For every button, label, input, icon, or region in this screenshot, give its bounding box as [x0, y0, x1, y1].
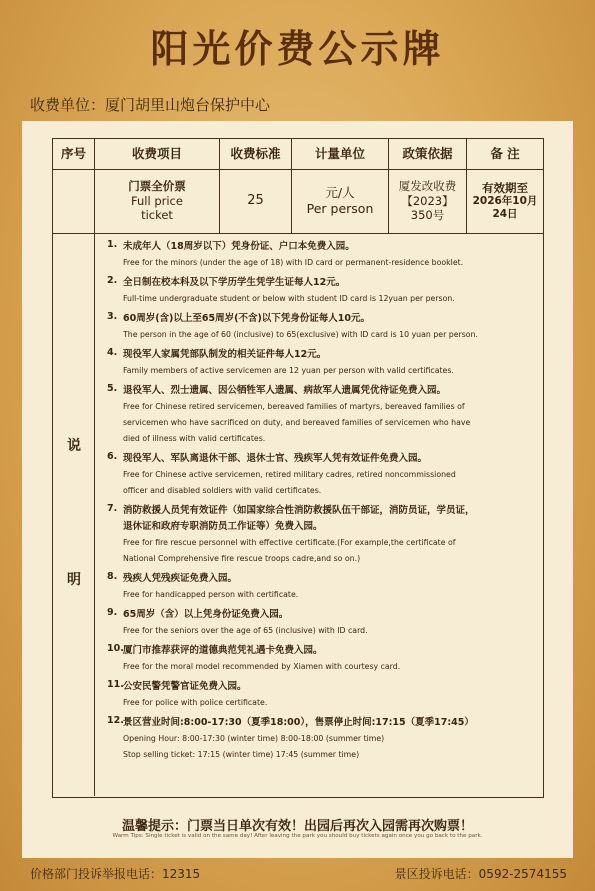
- header-cell: 备 注: [490, 146, 520, 162]
- note-text-en: Stop selling ticket: 17:15 (winter time) 17:45 (summer time): [123, 750, 360, 759]
- note-number: 12.: [107, 715, 124, 726]
- note-text-en: Free for Chinese retired servicemen, bereaved families of martyrs, bereaved families of: [123, 402, 465, 411]
- note-text-en: Free for the minors (under the age of 18) with ID card or permanent-residence booklet.: [123, 258, 464, 267]
- note-item: [107, 451, 539, 499]
- note-text-en: Free for handicapped person with certificate.: [123, 590, 299, 599]
- note-text-cn: 退役军人、烈士遗属、因公牺牲军人遗属、病故军人遗属凭优待证免费入园。: [123, 385, 447, 396]
- price-complaint-hotline: 价格部门投诉举报电话：12315: [30, 867, 201, 881]
- policy-line: 厦发改收费: [398, 179, 457, 194]
- page-title: 阳光价费公示牌: [150, 26, 445, 71]
- item-name-en: ticket: [141, 208, 173, 223]
- item-name-en: Full price: [131, 193, 183, 208]
- note-text-cn: 退休证和政府专职消防员工作证等）免费入园。: [123, 521, 323, 532]
- remark-cell: [467, 169, 543, 233]
- note-number: 5.: [107, 383, 118, 394]
- unit-en: Per person: [306, 201, 374, 216]
- note-item: [107, 503, 539, 567]
- note-text-cn: 现役军人、军队离退休干部、退休士官、残疾军人凭有效证件免费入园。: [123, 453, 428, 464]
- note-text-en: Free for police with police certificate.: [123, 698, 268, 707]
- unit-cn: 元/人: [325, 185, 355, 201]
- note-item: [107, 607, 539, 639]
- price-table: [52, 138, 544, 798]
- unit-cell: [292, 169, 389, 233]
- note-item: [107, 571, 539, 603]
- note-item: [107, 383, 539, 447]
- note-item: [107, 275, 539, 307]
- note-number: 7.: [107, 503, 118, 514]
- header-cell: 序号: [53, 139, 95, 169]
- note-text-en: Free for the seniors over the age of 65 (inclusive) with ID card.: [123, 626, 368, 635]
- item-cell: [95, 169, 220, 233]
- note-text-en: The person in the age of 60 (inclusive) to 65(exclusive) with ID card is 10 yuan per person.: [123, 330, 478, 339]
- note-text-en: officer and disabled soldiers with valid certificates.: [123, 486, 322, 495]
- note-number: 10.: [107, 643, 124, 654]
- table-header: [53, 139, 543, 170]
- scenic-complaint-hotline: 景区投诉电话：0592-2574155: [394, 867, 567, 881]
- note-number: 9.: [107, 607, 118, 618]
- note-number: 2.: [107, 275, 118, 286]
- item-name-cn: 门票全价票: [128, 179, 186, 194]
- note-text-cn: 公安民警凭警官证免费入园。: [123, 681, 247, 692]
- note-text-cn: 景区营业时间:8:00-17:30（夏季18:00），售票停止时间:17:15（夏季17:45）: [123, 717, 474, 728]
- notes-label: [53, 233, 95, 796]
- note-text-cn: 残疾人凭残疾证免费入园。: [123, 573, 238, 584]
- policy-line: 350号: [410, 208, 445, 223]
- note-number: 1.: [107, 239, 118, 250]
- policy-cell: [389, 169, 467, 233]
- note-text-en: Free for the moral model recommended by Xiamen with courtesy card.: [123, 662, 401, 671]
- warm-tip: 温馨提示：门票当日单次有效！出园后再次入园需再次购票！: [121, 819, 473, 834]
- header-cell: 收费标准: [220, 139, 292, 169]
- row-index-cell: [53, 169, 95, 233]
- note-text-cn: 全日制在校本科及以下学历学生凭学生证每人12元。: [123, 277, 346, 288]
- note-item: [107, 311, 539, 343]
- notes-list: [107, 239, 539, 767]
- note-item: [107, 239, 539, 271]
- note-text-cn: 消防救援人员凭有效证件（如国家综合性消防救援队伍干部证，消防员证，学员证，: [123, 505, 475, 516]
- note-text-cn: 未成年人（18周岁以下）凭身份证、户口本免费入园。: [123, 241, 355, 252]
- note-text-en: servicemen who have sacrificed on duty, and bereaved families of servicemen who have: [123, 418, 471, 427]
- note-text-en: Family members of active servicemen are 12 yuan per person with valid certificates.: [123, 366, 454, 375]
- note-number: 8.: [107, 571, 118, 582]
- note-text-en: Opening Hour: 8:00-17:30 (winter time) 8:00-18:00 (summer time): [123, 734, 385, 743]
- header-cell: 收费项目: [95, 139, 220, 169]
- note-item: [107, 643, 539, 675]
- remark-line: 有效期至: [482, 180, 528, 195]
- note-text-cn: 65周岁（含）以上凭身份证免费入园。: [123, 609, 289, 620]
- note-text-cn: 60周岁(含)以上至65周岁(不含)以下凭身份证每人10元。: [123, 313, 371, 324]
- table-row: [53, 169, 543, 234]
- note-item: [107, 679, 539, 711]
- note-number: 4.: [107, 347, 118, 358]
- price-cell: [220, 169, 292, 233]
- note-text-en: Full-time undergraduate student or below with student ID card is 12yuan per person.: [123, 294, 455, 303]
- note-number: 11.: [107, 679, 124, 690]
- note-text-en: Free for fire rescue personnel with effective certificate.(For example,the certificate of: [123, 538, 456, 547]
- remark-line: 2026年10月24日: [472, 195, 538, 221]
- notes-label-char: 说: [67, 438, 81, 454]
- price-value: 25: [247, 192, 264, 208]
- note-text-en: Free for Chinese active servicemen, retired military cadres, retired noncommissioned: [123, 470, 456, 479]
- header-cell: 计量单位: [292, 139, 389, 169]
- note-number: 6.: [107, 451, 118, 462]
- note-number: 3.: [107, 311, 118, 322]
- note-text-en: died of illness with valid certificates.: [123, 434, 266, 443]
- note-item: [107, 347, 539, 379]
- note-text-cn: 厦门市推荐获评的道德典范凭礼遇卡免费入园。: [123, 645, 323, 656]
- warm-tip-en: Warm Tips: Single ticket is valid on the same day! After leaving the park you should buy tickets again once you go back to the park.: [112, 833, 483, 839]
- charging-unit: 收费单位：厦门胡里山炮台保护中心: [30, 96, 271, 114]
- header-cell: 政策依据: [389, 139, 467, 169]
- note-text-en: National Comprehensive fire rescue troops cadre,and so on.): [123, 554, 361, 563]
- note-text-cn: 现役军人家属凭部队制发的相关证件每人12元。: [123, 349, 327, 360]
- notes-label-char: 明: [67, 572, 81, 588]
- note-item: [107, 715, 539, 763]
- policy-line: 【2023】: [401, 193, 454, 208]
